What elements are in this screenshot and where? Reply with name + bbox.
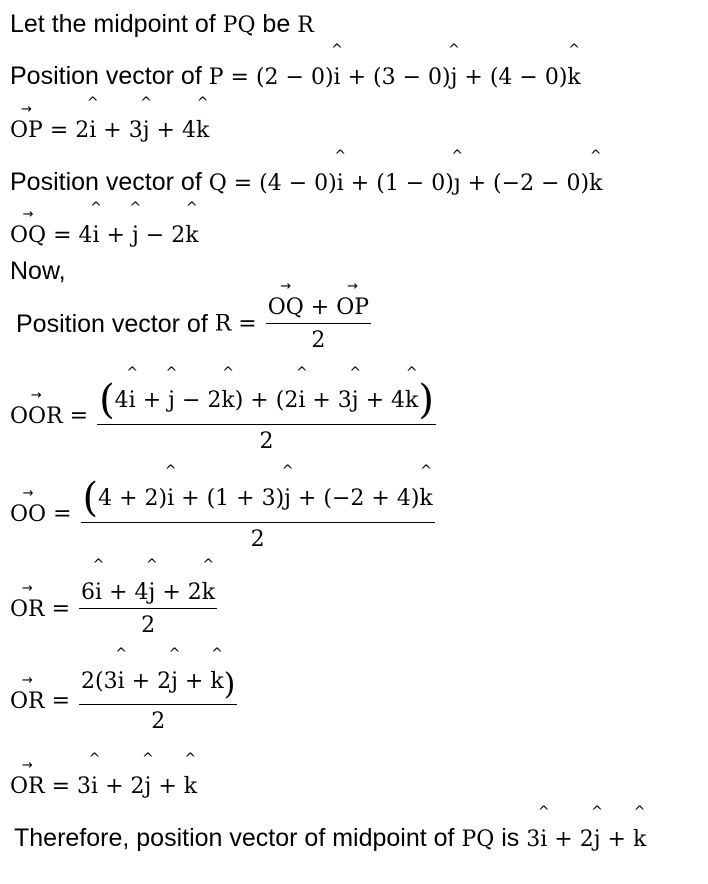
math: + 2: [124, 669, 172, 694]
line-3: [10, 117, 209, 142]
math: +: [303, 295, 337, 320]
unit-vector-j: ^ j: [284, 488, 291, 510]
unit-vector-j: ^ j: [451, 67, 458, 89]
vector-oq: → OQ: [268, 297, 304, 319]
fraction: [97, 377, 436, 454]
text: Therefore, position vector of midpoint of: [14, 824, 462, 852]
line-7: [16, 297, 373, 352]
math: + (3 − 0): [340, 65, 451, 90]
math: = (2 − 0): [223, 65, 334, 90]
line-4: [10, 170, 602, 195]
math: 2(3: [81, 669, 118, 694]
math: + (1 + 3): [174, 486, 285, 511]
unit-vector-k: ^ k: [185, 225, 198, 247]
line-6: [10, 259, 66, 284]
math: = 3: [44, 774, 92, 799]
math: +: [600, 827, 633, 852]
unit-vector-k: ^ k: [589, 173, 602, 195]
math: + 3: [96, 118, 143, 143]
line-9: [10, 475, 437, 552]
line-8: [10, 377, 438, 454]
vector-or: → OR: [10, 776, 45, 798]
math: Q: [208, 171, 227, 196]
unit-vector-k: ^ k: [221, 390, 234, 412]
math: + 4: [358, 388, 406, 413]
denominator: 2: [250, 527, 265, 552]
math: ) + (2: [234, 388, 299, 413]
unit-vector-k: ^ k: [196, 120, 209, 142]
math: +: [99, 223, 132, 248]
math: P: [208, 65, 224, 90]
line-1: [10, 12, 314, 37]
unit-vector-k: ^ k: [633, 829, 646, 851]
math: + 3: [305, 388, 352, 413]
math: + 4: [102, 580, 149, 605]
math: + 2: [98, 774, 145, 799]
math: 4: [114, 388, 129, 413]
text: Let the midpoint of: [10, 10, 223, 38]
math: + (−2 − 0): [460, 171, 590, 196]
vector-oq: → OQ: [10, 225, 46, 247]
unit-vector-k: ^ k: [184, 776, 197, 798]
math: 4 + 2): [98, 486, 168, 511]
fraction: [79, 667, 237, 734]
fraction: [79, 582, 217, 637]
unit-vector-j: ^ ȷ: [454, 173, 461, 195]
denominator: 2: [311, 328, 326, 353]
math: =: [46, 501, 79, 527]
unit-vector-j: ^ j: [171, 671, 178, 693]
unit-vector-j: ^ j: [352, 390, 359, 412]
math: =: [62, 403, 96, 429]
unit-vector-i: ^ i: [334, 67, 341, 89]
math: + 4: [149, 118, 196, 143]
unit-vector-j: ^ j: [168, 390, 175, 412]
unit-vector-i: ^ i: [95, 582, 102, 604]
math: 6: [81, 580, 96, 605]
vector-op: → OP: [336, 297, 369, 319]
unit-vector-i: ^ i: [298, 390, 305, 412]
text: Now,: [10, 257, 66, 285]
math: PQ: [222, 13, 256, 38]
text: Position vector of: [10, 62, 209, 90]
math: =: [44, 688, 78, 714]
math: +: [135, 388, 169, 413]
denominator: 2: [141, 613, 156, 638]
unit-vector-i: ^ i: [540, 829, 547, 851]
math: =: [44, 596, 78, 622]
text: is: [494, 824, 527, 852]
line-11: [10, 667, 239, 734]
text: Position vector of: [16, 310, 215, 338]
text: Position vector of: [10, 168, 209, 196]
unit-vector-j: ^ j: [143, 120, 150, 142]
vector-or: → OR: [10, 691, 45, 713]
unit-vector-j: ^ j: [594, 829, 601, 851]
text: be: [255, 10, 298, 38]
math: − 2: [174, 388, 222, 413]
line-2: [10, 64, 581, 89]
math: +: [177, 669, 211, 694]
vector-oor: → OOR: [10, 406, 63, 428]
math: R: [297, 13, 314, 38]
math: = (4 − 0): [226, 171, 337, 196]
math: +: [151, 774, 184, 799]
paren: (: [99, 377, 115, 423]
math: + (−2 + 4): [290, 486, 420, 511]
paren: ): [418, 377, 434, 423]
math: + 2: [155, 580, 202, 605]
vector-or: → OR: [10, 599, 45, 621]
unit-vector-i: ^ i: [167, 488, 174, 510]
line-10: [10, 582, 219, 637]
math: − 2: [138, 223, 186, 248]
denominator: 2: [151, 709, 166, 734]
unit-vector-j: ^ j: [149, 582, 156, 604]
unit-vector-i: ^ i: [118, 671, 125, 693]
unit-vector-k: ^ k: [210, 671, 223, 693]
unit-vector-k: ^ k: [202, 582, 215, 604]
math: + (1 − 0): [343, 171, 454, 196]
math: = 2: [42, 118, 90, 143]
line-12: [10, 773, 197, 798]
math: = 4: [46, 223, 93, 248]
fraction: [266, 297, 371, 352]
unit-vector-i: ^ i: [91, 776, 98, 798]
unit-vector-i: ^ i: [89, 120, 96, 142]
unit-vector-j: ^ j: [145, 776, 152, 798]
vector-oo: → OO: [10, 504, 46, 526]
unit-vector-k: ^ k: [405, 390, 418, 412]
vector-op: → OP: [10, 120, 43, 142]
paren: ): [223, 667, 236, 702]
paren: (: [82, 475, 99, 521]
math: 3: [526, 827, 541, 852]
line-5: [10, 222, 199, 247]
unit-vector-k: ^ k: [567, 67, 580, 89]
math: + (4 − 0): [457, 65, 568, 90]
unit-vector-j: ^ j: [132, 225, 139, 247]
unit-vector-k: ^ k: [419, 488, 432, 510]
math: R =: [214, 311, 264, 337]
unit-vector-i: ^ i: [93, 225, 100, 247]
denominator: 2: [259, 429, 274, 454]
math: + 2: [547, 827, 594, 852]
fraction: [81, 475, 435, 552]
line-13: [14, 826, 646, 851]
math: PQ: [461, 827, 495, 852]
unit-vector-i: ^ i: [337, 173, 344, 195]
unit-vector-i: ^ i: [129, 390, 136, 412]
